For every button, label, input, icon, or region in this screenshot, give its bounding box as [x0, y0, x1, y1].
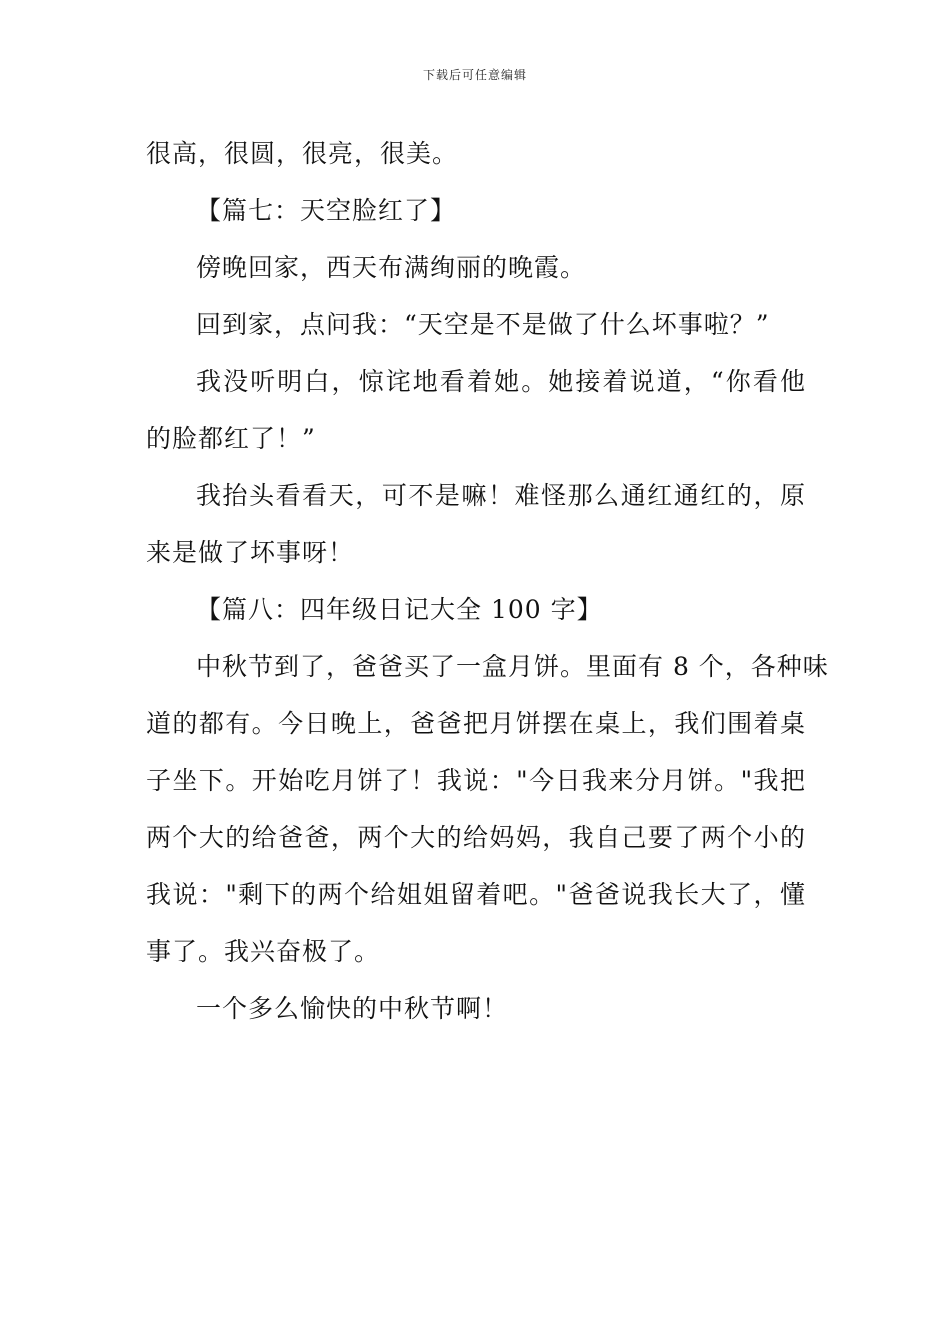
text-line: 我说："剩下的两个给姐姐留着吧。"爸爸说我长大了，懂 — [146, 880, 806, 909]
text-line: 的脸都红了！” — [146, 424, 316, 453]
text-line: 来是做了坏事呀！ — [146, 538, 355, 567]
section-heading: 【篇八：四年级日记大全 100 字】 — [196, 595, 603, 624]
text-line: 一个多么愉快的中秋节啊！ — [196, 994, 509, 1023]
text-line: 我没听明白，惊诧地看着她。她接着说道，“你看他 — [196, 367, 806, 396]
text-line: 很高，很圆，很亮，很美。 — [146, 139, 459, 168]
text-line: 道的都有。今日晚上，爸爸把月饼摆在桌上，我们围着桌 — [146, 709, 806, 738]
text-line: 傍晚回家，西天布满绚丽的晚霞。 — [196, 253, 587, 282]
text-line: 子坐下。开始吃月饼了！我说："今日我来分月饼。"我把 — [146, 766, 806, 795]
document-body — [146, 125, 829, 1037]
page-header: 下载后可任意编辑 — [422, 68, 527, 82]
text-line: 两个大的给爸爸，两个大的给妈妈，我自己要了两个小的 — [146, 823, 806, 852]
text-line: 事了。我兴奋极了。 — [146, 937, 381, 966]
text-line: 回到家，点问我：“天空是不是做了什么坏事啦？” — [196, 310, 770, 339]
text-line: 我抬头看看天，可不是嘛！难怪那么通红通红的，原 — [196, 481, 806, 510]
text-line: 中秋节到了，爸爸买了一盒月饼。里面有 8 个，各种味 — [196, 652, 829, 681]
section-heading: 【篇七：天空脸红了】 — [196, 196, 457, 225]
